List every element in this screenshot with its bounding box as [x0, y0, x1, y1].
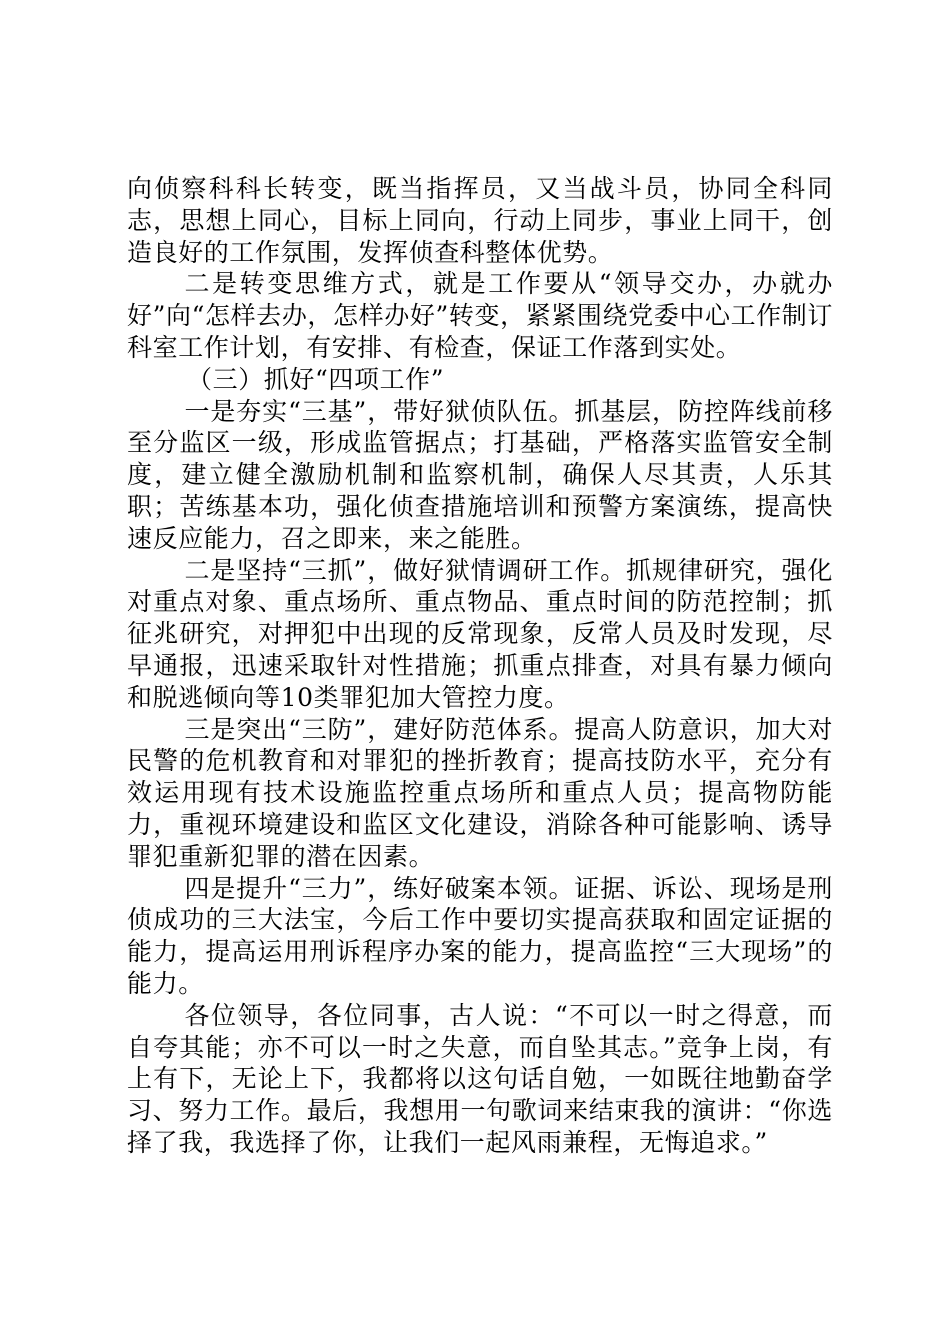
paragraph-three-grasps: 二是坚持“三抓”，做好狱情调研工作。抓规律研究，强化对重点对象、重点场所、重点物品、重点时间的防范控制；抓征兆研究，对押犯中出现的反常现象，反常人员及时发现，尽早通报，迅速采取针对性措施；抓重点排查，对具有暴力倾向和脱逃倾向等10类罪犯加大管控力度。 [127, 555, 833, 712]
paragraph-closing: 各位领导，各位同事，古人说：“不可以一时之得意，而自夸其能；亦不可以一时之失意，而自坠其志。”竞争上岗，有上有下，无论上下，我都将以这句话自勉，一如既往地勤奋学习、努力工作。最后，我想用一句歌词来结束我的演讲：“你选择了我，我选择了你，让我们一起风雨兼程，无悔追求。” [127, 1000, 833, 1157]
document-body [127, 173, 833, 1159]
paragraph-three-abilities: 四是提升“三力”，练好破案本领。证据、诉讼、现场是刑侦成功的三大法宝，今后工作中要切实提高获取和固定证据的能力，提高运用刑诉程序办案的能力，提高监控“三大现场”的能力。 [127, 873, 833, 998]
paragraph-three-defenses: 三是突出“三防”，建好防范体系。提高人防意识，加大对民警的危机教育和对罪犯的挫折教育；提高技防水平，充分有效运用现有技术设施监控重点场所和重点人员；提高物防能力，重视环境建设和监区文化建设，消除各种可能影响、诱导罪犯重新犯罪的潜在因素。 [127, 714, 833, 871]
paragraph-continuation: 向侦察科科长转变，既当指挥员，又当战斗员，协同全科同志，思想上同心，目标上同向，行动上同步，事业上同干，创造良好的工作氛围，发挥侦查科整体优势。 [127, 174, 833, 267]
section-heading: （三）抓好“四项工作” [187, 364, 445, 394]
paragraph-three-basics: 一是夯实“三基”，带好狱侦队伍。抓基层，防控阵线前移至分监区一级，形成监管据点；打基础，严格落实监管安全制度，建立健全激励机制和监察机制，确保人尽其责，人乐其职；苦练基本功，强化侦查措施培训和预警方案演练，提高快速反应能力，召之即来，来之能胜。 [127, 396, 833, 553]
paragraph-thinking-change: 二是转变思维方式，就是工作要从“领导交办，办就办好”向“怎样去办，怎样办好”转变，紧紧围绕党委中心工作制订科室工作计划，有安排、有检查，保证工作落到实处。 [127, 269, 833, 362]
